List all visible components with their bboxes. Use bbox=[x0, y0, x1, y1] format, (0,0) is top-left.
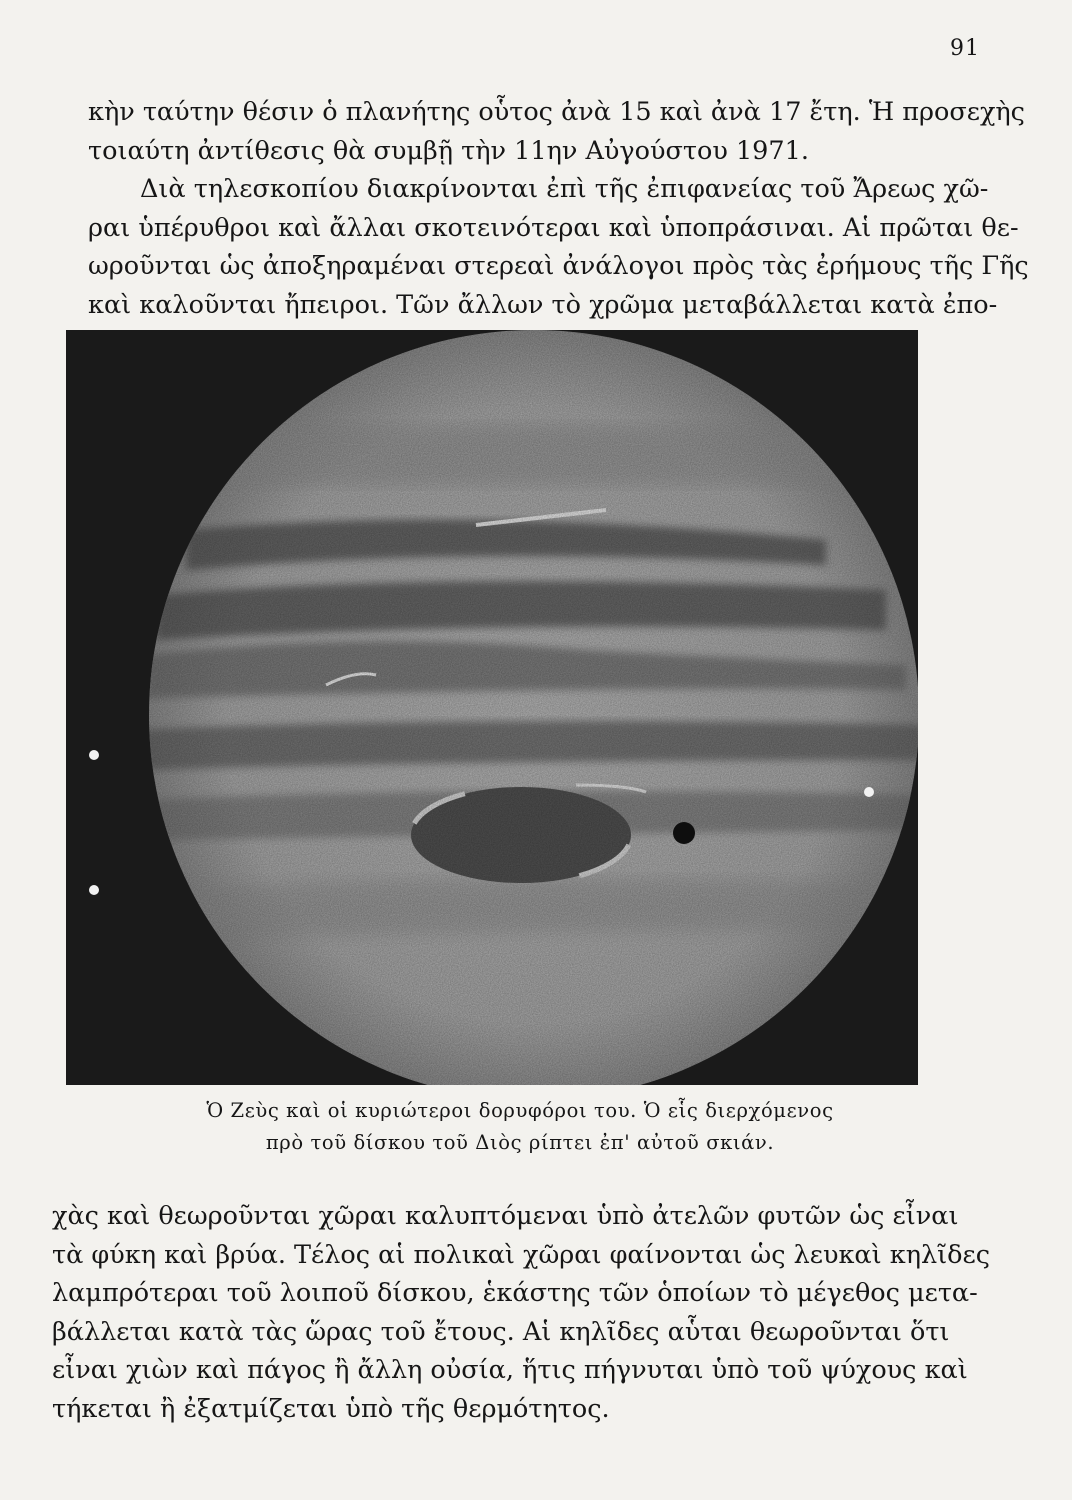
figure-caption bbox=[120, 1095, 920, 1159]
jupiter-illustration bbox=[66, 330, 918, 1085]
text-line: λαμπρότεραι τοῦ λοιποῦ δίσκου, ἑκάστης τῶν ὁποίων τὸ μέγεθος μετα- bbox=[52, 1278, 978, 1308]
text-line: καὶ καλοῦνται ἤπειροι. Τῶν ἄλλων τὸ χρῶμα μεταβάλλεται κατὰ ἐπο- bbox=[88, 289, 998, 320]
top-paragraph bbox=[88, 93, 1029, 324]
text-line: τὰ φύκη καὶ βρύα. Τέλος αἱ πολικαὶ χῶραι φαίνονται ὡς λευκαὶ κηλῖδες bbox=[52, 1239, 990, 1270]
text-line: ραι ὑπέρυθροι καὶ ἄλλαι σκοτεινότεραι καὶ ὑποπράσιναι. Αἱ πρῶται θε- bbox=[88, 212, 1019, 243]
text-line: κὴν ταύτην θέσιν ὁ πλανήτης οὗτος ἀνὰ 15 καὶ ἀνὰ 17 ἔτη. Ἡ προσεχὴς bbox=[88, 97, 1025, 127]
text-line: βάλλεται κατὰ τὰς ὥρας τοῦ ἔτους. Αἱ κηλῖδες αὗται θεωροῦνται ὅτι bbox=[52, 1316, 950, 1347]
text-line: ωροῦνται ὡς ἀποξηραμέναι στερεαὶ ἀνάλογοι πρὸς τὰς ἐρήμους τῆς Γῆς bbox=[88, 251, 1029, 281]
text-line: τήκεται ἢ ἐξατμίζεται ὑπὸ τῆς θερμότητος. bbox=[52, 1393, 610, 1424]
moon-shadow bbox=[673, 822, 695, 844]
page-number: 91 bbox=[950, 36, 980, 61]
text-line: χὰς καὶ θεωροῦνται χῶραι καλυπτόμεναι ὑπὸ ἀτελῶν φυτῶν ὡς εἶναι bbox=[52, 1201, 959, 1231]
text-line: Διὰ τηλεσκοπίου διακρίνονται ἐπὶ τῆς ἐπιφανείας τοῦ Ἄρεως χῶ- bbox=[140, 174, 989, 204]
text-line: εἶναι χιὼν καὶ πάγος ἢ ἄλλη οὐσία, ἥτις πήγνυται ὑπὸ τοῦ ψύχους καὶ bbox=[52, 1355, 968, 1385]
jupiter-figure bbox=[66, 330, 918, 1085]
satellite-left-2 bbox=[89, 885, 99, 895]
caption-line: πρὸ τοῦ δίσκου τοῦ Διὸς ρίπτει ἐπ' αὐτοῦ σκιάν. bbox=[265, 1131, 775, 1154]
caption-line: Ὁ Ζεὺς καὶ οἱ κυριώτεροι δορυφόροι του. Ὁ εἷς διερχόμενος bbox=[206, 1099, 834, 1122]
bottom-paragraph bbox=[52, 1197, 990, 1428]
satellite-right bbox=[864, 787, 874, 797]
text-line: τοιαύτη ἀντίθεσις θὰ συμβῇ τὴν 11ην Αὐγούστου 1971. bbox=[88, 135, 809, 166]
satellite-left-1 bbox=[89, 750, 99, 760]
